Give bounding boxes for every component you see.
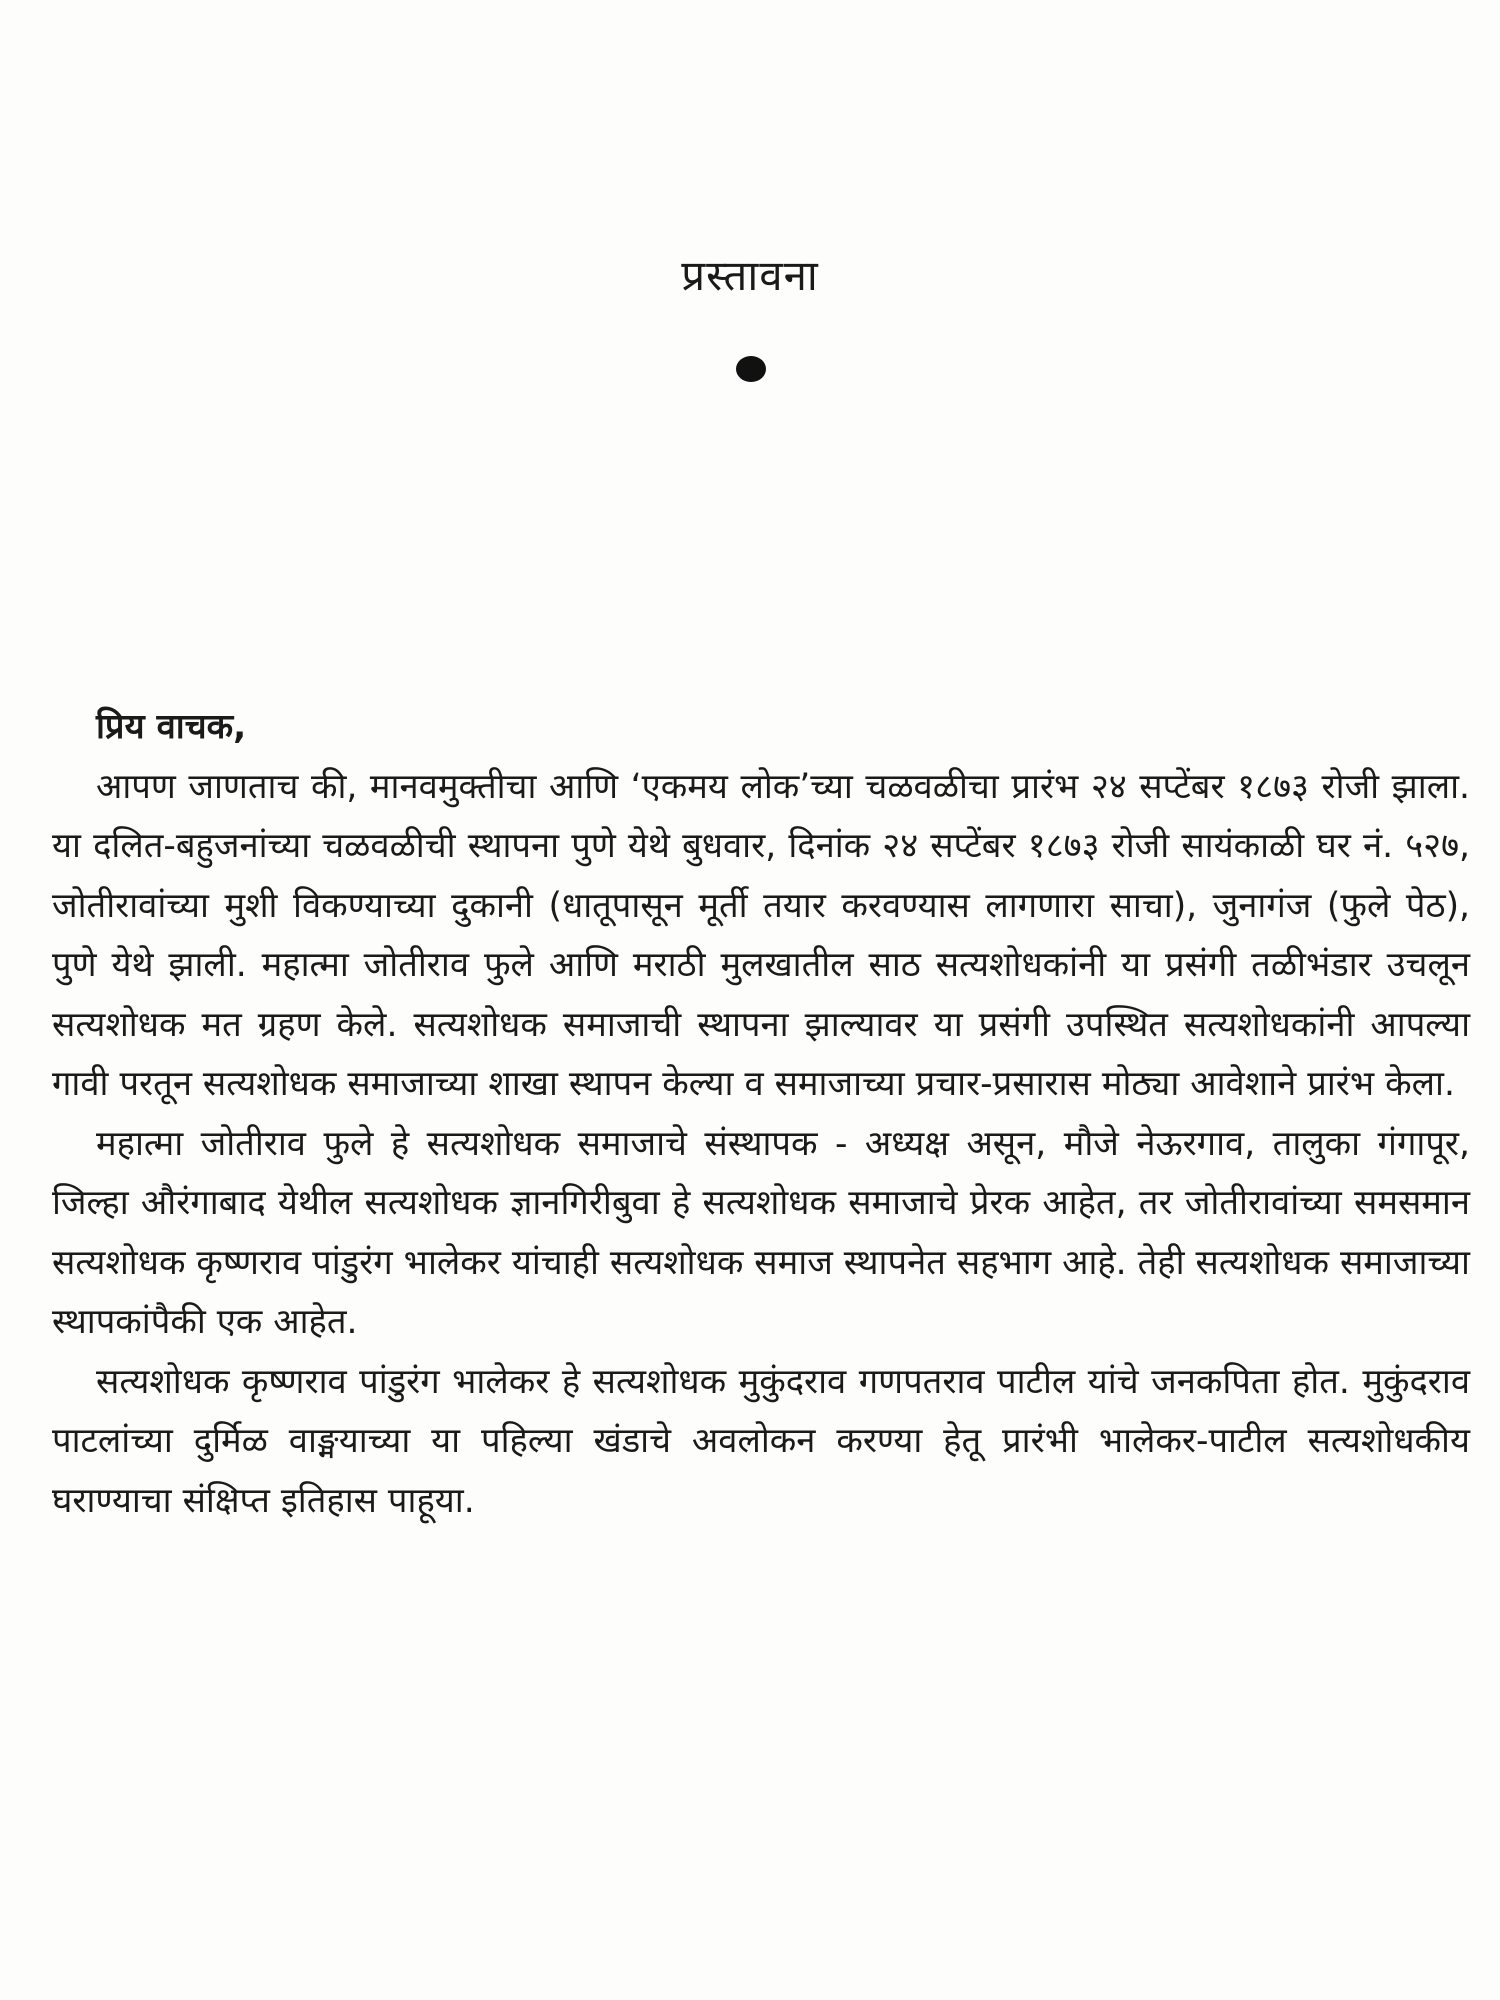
paragraph-2: महात्मा जोतीराव फुले हे सत्यशोधक समाजाचे संस्थापक - अध्यक्ष असून, मौजे नेऊरगाव, तालुका गंगापूर, जिल्हा औरंगाबाद येथील सत्यशोधक ज्ञानगिरीबुवा हे सत्यशोधक समाजाचे प्रेरक आहेत, तर जोतीरावांच्या समसमान सत्यशोधक कृष्णराव पांडुरंग भालेकर यांचाही सत्यशोधक समाज स्थापनेत सहभाग आहे. तेही सत्यशोधक समाजाच्या स्थापकांपैकी एक आहेत.: [52, 1123, 1470, 1342]
salutation: प्रिय वाचक,: [96, 707, 247, 747]
paragraph-1: आपण जाणताच की, मानवमुक्तीचा आणि ‘एकमय लोक’च्या चळवळीचा प्रारंभ २४ सप्टेंबर १८७३ रोजी झाला. या दलित-बहुजनांच्या चळवळीची स्थापना पुणे येथे बुधवार, दिनांक २४ सप्टेंबर १८७३ रोजी सायंकाळी घर नं. ५२७, जोतीरावांच्या मुशी विकण्याच्या दुकानी (धातूपासून मूर्ती तयार करवण्यास लागणारा साचा), जुनागंज (फुले पेठ), पुणे येथे झाली. महात्मा जोतीराव फुले आणि मराठी मुलखातील साठ सत्यशोधकांनी या प्रसंगी तळीभंडार उचलून सत्यशोधक मत ग्रहण केले. सत्यशोधक समाजाची स्थापना झाल्यावर या प्रसंगी उपस्थित सत्यशोधकांनी आपल्या गावी परतून सत्यशोधक समाजाच्या शाखा स्थापन केल्या व समाजाच्या प्रचार-प्रसारास मोठ्या आवेशाने प्रारंभ केला.: [52, 766, 1470, 1104]
bullet-ornament-icon: [736, 356, 766, 382]
body-text: [52, 698, 1470, 1531]
page-title: प्रस्तावना: [681, 251, 819, 300]
paragraph-3: सत्यशोधक कृष्णराव पांडुरंग भालेकर हे सत्यशोधक मुकुंदराव गणपतराव पाटील यांचे जनकपिता होत. मुकुंदराव पाटलांच्या दुर्मिळ वाङ्मयाच्या या पहिल्या खंडाचे अवलोकन करण्या हेतू प्रारंभी भालेकर-पाटील सत्यशोधकीय घराण्याचा संक्षिप्त इतिहास पाहूया.: [52, 1361, 1470, 1521]
